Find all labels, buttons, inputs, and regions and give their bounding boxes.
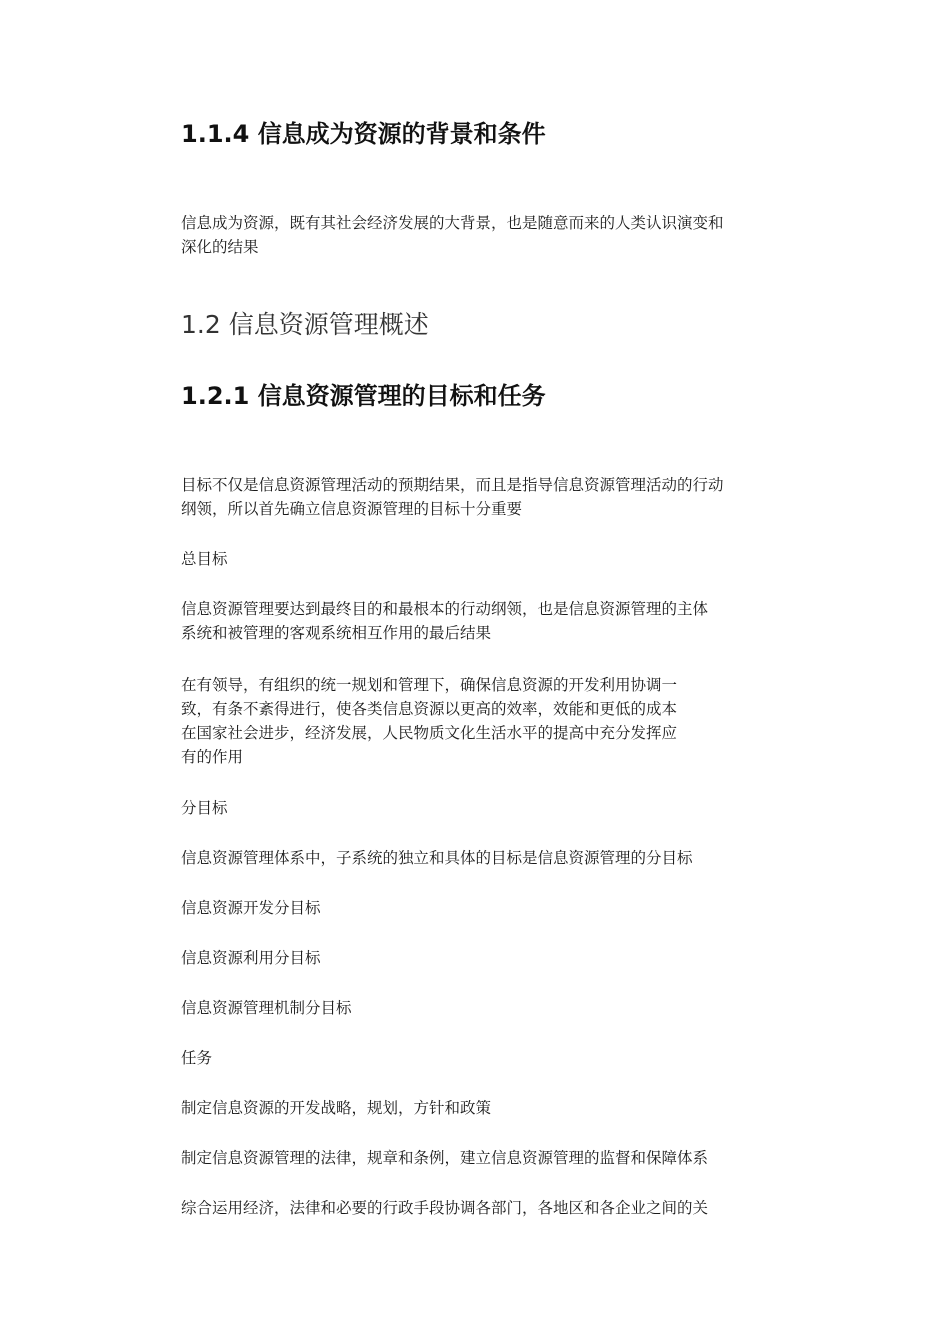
paragraph-task-1: 制定信息资源的开发战略，规划，方针和政策 (181, 1099, 492, 1117)
paragraph-goal-intro (181, 473, 781, 521)
text-line: 致，有条不紊得进行，使各类信息资源以更高的效率，效能和更低的成本 (181, 700, 678, 718)
paragraph-sub-goal-dev: 信息资源开发分目标 (181, 899, 321, 917)
text-line: 纲领，所以首先确立信息资源管理的目标十分重要 (181, 500, 523, 518)
paragraph-overall-goal-content (181, 673, 781, 769)
paragraph-sub-goal-def: 信息资源管理体系中，子系统的独立和具体的目标是信息资源管理的分目标 (181, 849, 693, 867)
text-line: 深化的结果 (181, 238, 259, 256)
paragraph-task-2: 制定信息资源管理的法律，规章和条例，建立信息资源管理的监督和保障体系 (181, 1149, 709, 1167)
paragraph-sub-goal-mechanism: 信息资源管理机制分目标 (181, 999, 352, 1017)
text-line: 系统和被管理的客观系统相互作用的最后结果 (181, 624, 492, 642)
paragraph-sub-goal-use: 信息资源利用分目标 (181, 949, 321, 967)
heading-1-1-4: 1.1.4 信息成为资源的背景和条件 (181, 120, 546, 148)
heading-1-2: 1.2 信息资源管理概述 (181, 310, 429, 339)
paragraph-sub-goal-label: 分目标 (181, 799, 228, 817)
text-line: 在有领导，有组织的统一规划和管理下，确保信息资源的开发利用协调一 (181, 676, 678, 694)
paragraph-overall-goal-label: 总目标 (181, 550, 228, 568)
text-line: 目标不仅是信息资源管理活动的预期结果，而且是指导信息资源管理活动的行动 (181, 476, 724, 494)
paragraph-tasks-label: 任务 (181, 1049, 213, 1067)
paragraph-background (181, 211, 781, 259)
text-line: 信息成为资源，既有其社会经济发展的大背景，也是随意而来的人类认识演变和 (181, 214, 724, 232)
text-line: 信息资源管理要达到最终目的和最根本的行动纲领，也是信息资源管理的主体 (181, 600, 709, 618)
paragraph-overall-goal-def (181, 597, 781, 645)
text-line: 有的作用 (181, 748, 244, 766)
heading-1-2-1: 1.2.1 信息资源管理的目标和任务 (181, 382, 546, 410)
paragraph-task-3: 综合运用经济，法律和必要的行政手段协调各部门，各地区和各企业之间的关 (181, 1199, 709, 1217)
text-line: 在国家社会进步，经济发展，人民物质文化生活水平的提高中充分发挥应 (181, 724, 678, 742)
